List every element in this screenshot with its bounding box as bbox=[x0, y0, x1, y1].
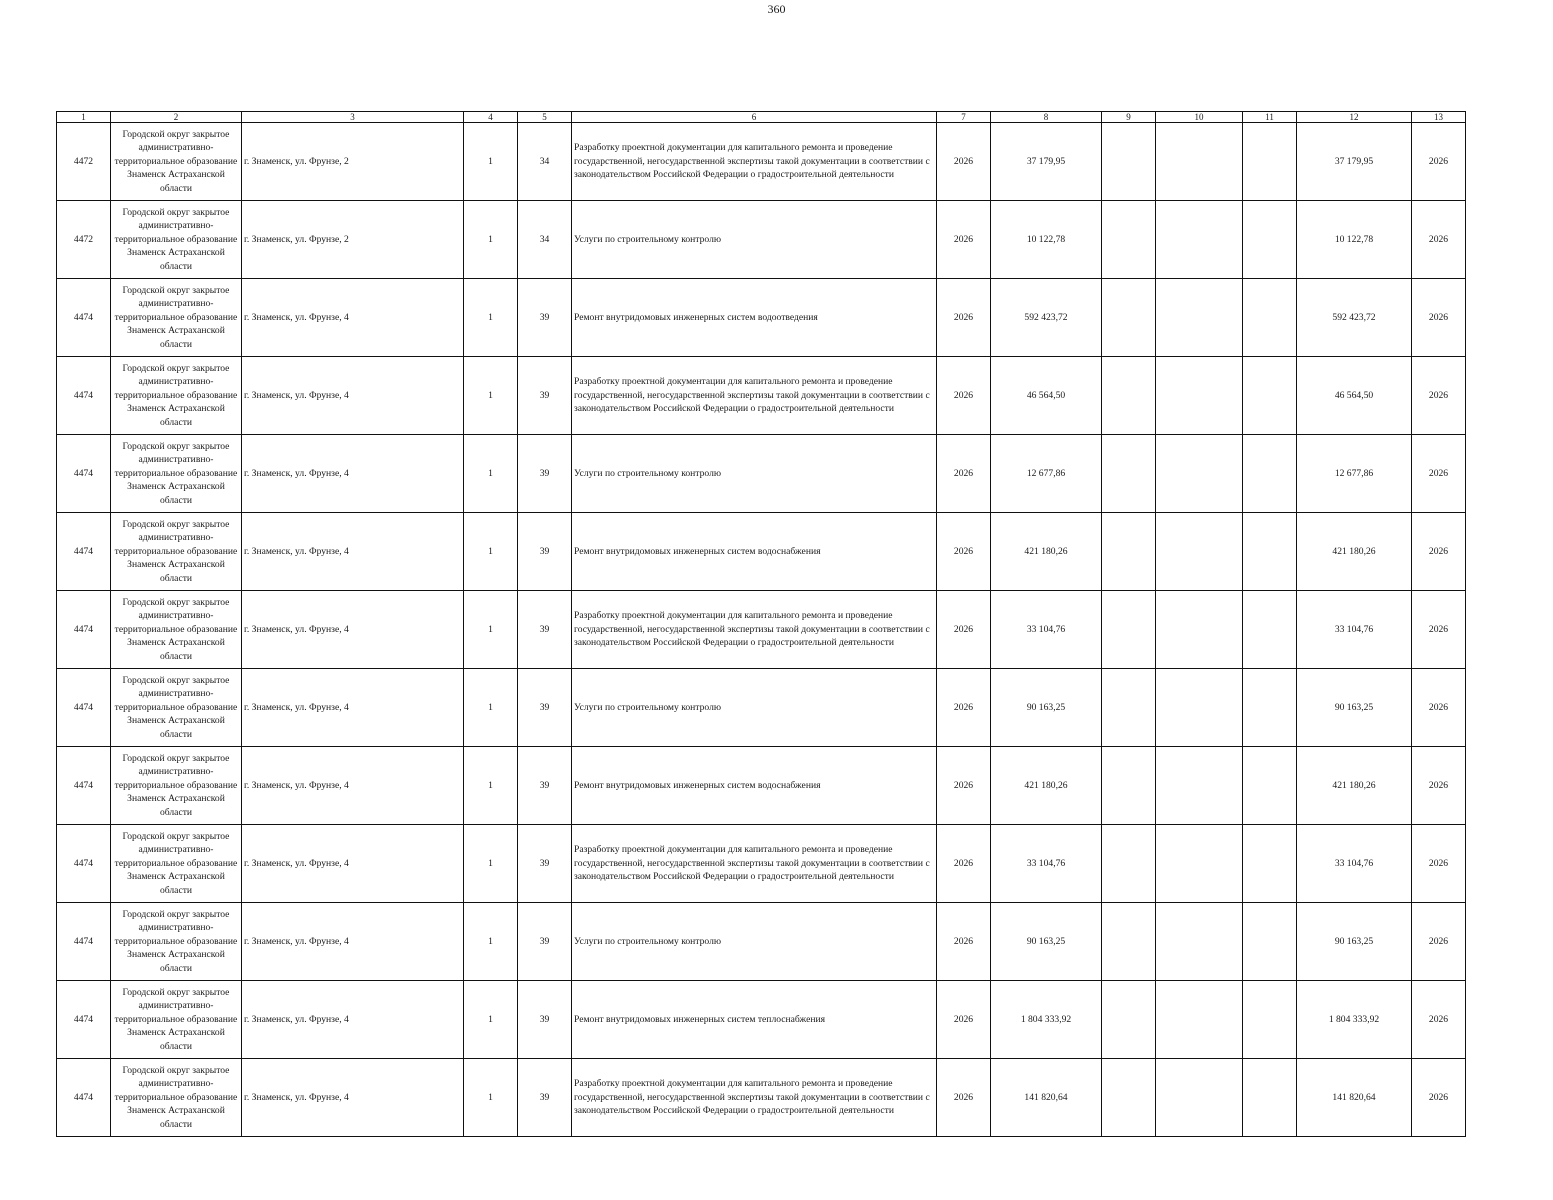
amount-cell: 46 564,50 bbox=[991, 357, 1102, 435]
column-5-cell: 39 bbox=[518, 669, 572, 747]
address-cell: г. Знаменск, ул. Фрунзе, 4 bbox=[242, 1059, 464, 1137]
column-number: 8 bbox=[991, 112, 1102, 123]
column-4-cell: 1 bbox=[464, 357, 518, 435]
column-5-cell: 39 bbox=[518, 1059, 572, 1137]
column-number: 11 bbox=[1243, 112, 1297, 123]
column-4-cell: 1 bbox=[464, 513, 518, 591]
address-cell: г. Знаменск, ул. Фрунзе, 2 bbox=[242, 201, 464, 279]
end-year-cell: 2026 bbox=[1412, 903, 1466, 981]
column-5-cell: 34 bbox=[518, 201, 572, 279]
municipality-cell: Городской округ закрытое административно-территориальное образование Знаменск Астраханской области bbox=[111, 513, 242, 591]
column-number-row bbox=[57, 112, 1466, 123]
total-cell: 33 104,76 bbox=[1297, 825, 1412, 903]
end-year-cell: 2026 bbox=[1412, 669, 1466, 747]
object-id: 4474 bbox=[57, 669, 111, 747]
capital-repair-table bbox=[56, 111, 1466, 1137]
column-11-cell bbox=[1243, 123, 1297, 201]
municipality-cell: Городской округ закрытое административно-территориальное образование Знаменск Астраханской области bbox=[111, 903, 242, 981]
table-row bbox=[57, 825, 1466, 903]
work-type-cell: Услуги по строительному контролю bbox=[572, 435, 937, 513]
work-type-cell: Ремонт внутридомовых инженерных систем теплоснабжения bbox=[572, 981, 937, 1059]
total-cell: 90 163,25 bbox=[1297, 669, 1412, 747]
column-11-cell bbox=[1243, 513, 1297, 591]
column-5-cell: 39 bbox=[518, 513, 572, 591]
year-cell: 2026 bbox=[937, 435, 991, 513]
municipality-cell: Городской округ закрытое административно-территориальное образование Знаменск Астраханской области bbox=[111, 123, 242, 201]
year-cell: 2026 bbox=[937, 747, 991, 825]
work-type-cell: Разработку проектной документации для капитального ремонта и проведение государственной, негосударственной экспертизы такой документации в соответствии с законодательством Российской Федерации о градостроительной деятельности bbox=[572, 825, 937, 903]
column-11-cell bbox=[1243, 201, 1297, 279]
municipality-cell: Городской округ закрытое административно-территориальное образование Знаменск Астраханской области bbox=[111, 669, 242, 747]
column-9-cell bbox=[1102, 669, 1156, 747]
total-cell: 592 423,72 bbox=[1297, 279, 1412, 357]
total-cell: 90 163,25 bbox=[1297, 903, 1412, 981]
total-cell: 1 804 333,92 bbox=[1297, 981, 1412, 1059]
column-4-cell: 1 bbox=[464, 981, 518, 1059]
municipality-cell: Городской округ закрытое административно-территориальное образование Знаменск Астраханской области bbox=[111, 747, 242, 825]
column-4-cell: 1 bbox=[464, 1059, 518, 1137]
total-cell: 33 104,76 bbox=[1297, 591, 1412, 669]
column-4-cell: 1 bbox=[464, 279, 518, 357]
year-cell: 2026 bbox=[937, 201, 991, 279]
year-cell: 2026 bbox=[937, 123, 991, 201]
object-id: 4474 bbox=[57, 747, 111, 825]
column-5-cell: 39 bbox=[518, 981, 572, 1059]
object-id: 4474 bbox=[57, 1059, 111, 1137]
municipality-cell: Городской округ закрытое административно-территориальное образование Знаменск Астраханской области bbox=[111, 435, 242, 513]
column-5-cell: 39 bbox=[518, 435, 572, 513]
year-cell: 2026 bbox=[937, 981, 991, 1059]
table-header bbox=[57, 112, 1466, 123]
total-cell: 421 180,26 bbox=[1297, 747, 1412, 825]
column-4-cell: 1 bbox=[464, 903, 518, 981]
address-cell: г. Знаменск, ул. Фрунзе, 4 bbox=[242, 279, 464, 357]
column-5-cell: 39 bbox=[518, 279, 572, 357]
object-id: 4474 bbox=[57, 903, 111, 981]
column-number: 4 bbox=[464, 112, 518, 123]
object-id: 4474 bbox=[57, 825, 111, 903]
address-cell: г. Знаменск, ул. Фрунзе, 4 bbox=[242, 747, 464, 825]
table-row bbox=[57, 903, 1466, 981]
object-id: 4474 bbox=[57, 279, 111, 357]
object-id: 4474 bbox=[57, 981, 111, 1059]
amount-cell: 90 163,25 bbox=[991, 903, 1102, 981]
address-cell: г. Знаменск, ул. Фрунзе, 4 bbox=[242, 435, 464, 513]
year-cell: 2026 bbox=[937, 1059, 991, 1137]
column-9-cell bbox=[1102, 357, 1156, 435]
column-number: 2 bbox=[111, 112, 242, 123]
year-cell: 2026 bbox=[937, 591, 991, 669]
column-9-cell bbox=[1102, 279, 1156, 357]
table-row bbox=[57, 591, 1466, 669]
object-id: 4474 bbox=[57, 435, 111, 513]
total-cell: 12 677,86 bbox=[1297, 435, 1412, 513]
column-number: 1 bbox=[57, 112, 111, 123]
address-cell: г. Знаменск, ул. Фрунзе, 4 bbox=[242, 669, 464, 747]
table-row bbox=[57, 435, 1466, 513]
column-9-cell bbox=[1102, 591, 1156, 669]
column-11-cell bbox=[1243, 747, 1297, 825]
work-type-cell: Ремонт внутридомовых инженерных систем водоснабжения bbox=[572, 513, 937, 591]
column-number: 6 bbox=[572, 112, 937, 123]
total-cell: 46 564,50 bbox=[1297, 357, 1412, 435]
object-id: 4474 bbox=[57, 591, 111, 669]
column-9-cell bbox=[1102, 513, 1156, 591]
column-4-cell: 1 bbox=[464, 201, 518, 279]
table-row bbox=[57, 513, 1466, 591]
total-cell: 141 820,64 bbox=[1297, 1059, 1412, 1137]
column-11-cell bbox=[1243, 435, 1297, 513]
year-cell: 2026 bbox=[937, 825, 991, 903]
column-9-cell bbox=[1102, 435, 1156, 513]
work-type-cell: Разработку проектной документации для капитального ремонта и проведение государственной, негосударственной экспертизы такой документации в соответствии с законодательством Российской Федерации о градостроительной деятельности bbox=[572, 357, 937, 435]
amount-cell: 421 180,26 bbox=[991, 747, 1102, 825]
column-10-cell bbox=[1156, 201, 1243, 279]
end-year-cell: 2026 bbox=[1412, 981, 1466, 1059]
column-11-cell bbox=[1243, 981, 1297, 1059]
column-9-cell bbox=[1102, 825, 1156, 903]
address-cell: г. Знаменск, ул. Фрунзе, 4 bbox=[242, 357, 464, 435]
end-year-cell: 2026 bbox=[1412, 435, 1466, 513]
address-cell: г. Знаменск, ул. Фрунзе, 4 bbox=[242, 981, 464, 1059]
total-cell: 421 180,26 bbox=[1297, 513, 1412, 591]
municipality-cell: Городской округ закрытое административно-территориальное образование Знаменск Астраханской области bbox=[111, 981, 242, 1059]
work-type-cell: Разработку проектной документации для капитального ремонта и проведение государственной, негосударственной экспертизы такой документации в соответствии с законодательством Российской Федерации о градостроительной деятельности bbox=[572, 123, 937, 201]
municipality-cell: Городской округ закрытое административно-территориальное образование Знаменск Астраханской области bbox=[111, 825, 242, 903]
end-year-cell: 2026 bbox=[1412, 747, 1466, 825]
end-year-cell: 2026 bbox=[1412, 279, 1466, 357]
amount-cell: 33 104,76 bbox=[991, 591, 1102, 669]
year-cell: 2026 bbox=[937, 357, 991, 435]
column-11-cell bbox=[1243, 669, 1297, 747]
end-year-cell: 2026 bbox=[1412, 201, 1466, 279]
column-number: 7 bbox=[937, 112, 991, 123]
work-type-cell: Ремонт внутридомовых инженерных систем водоотведения bbox=[572, 279, 937, 357]
column-10-cell bbox=[1156, 513, 1243, 591]
address-cell: г. Знаменск, ул. Фрунзе, 4 bbox=[242, 903, 464, 981]
table-row bbox=[57, 201, 1466, 279]
table-row bbox=[57, 669, 1466, 747]
object-id: 4472 bbox=[57, 123, 111, 201]
column-5-cell: 39 bbox=[518, 825, 572, 903]
municipality-cell: Городской округ закрытое административно-территориальное образование Знаменск Астраханской области bbox=[111, 279, 242, 357]
column-11-cell bbox=[1243, 1059, 1297, 1137]
work-type-cell: Услуги по строительному контролю bbox=[572, 903, 937, 981]
end-year-cell: 2026 bbox=[1412, 357, 1466, 435]
column-4-cell: 1 bbox=[464, 435, 518, 513]
municipality-cell: Городской округ закрытое административно-территориальное образование Знаменск Астраханской области bbox=[111, 357, 242, 435]
column-9-cell bbox=[1102, 201, 1156, 279]
column-number: 12 bbox=[1297, 112, 1412, 123]
column-number: 5 bbox=[518, 112, 572, 123]
end-year-cell: 2026 bbox=[1412, 591, 1466, 669]
work-type-cell: Услуги по строительному контролю bbox=[572, 669, 937, 747]
address-cell: г. Знаменск, ул. Фрунзе, 4 bbox=[242, 825, 464, 903]
amount-cell: 10 122,78 bbox=[991, 201, 1102, 279]
address-cell: г. Знаменск, ул. Фрунзе, 4 bbox=[242, 591, 464, 669]
address-cell: г. Знаменск, ул. Фрунзе, 4 bbox=[242, 513, 464, 591]
object-id: 4474 bbox=[57, 357, 111, 435]
object-id: 4474 bbox=[57, 513, 111, 591]
total-cell: 10 122,78 bbox=[1297, 201, 1412, 279]
column-5-cell: 39 bbox=[518, 357, 572, 435]
end-year-cell: 2026 bbox=[1412, 825, 1466, 903]
work-type-cell: Услуги по строительному контролю bbox=[572, 201, 937, 279]
amount-cell: 33 104,76 bbox=[991, 825, 1102, 903]
column-9-cell bbox=[1102, 981, 1156, 1059]
year-cell: 2026 bbox=[937, 669, 991, 747]
end-year-cell: 2026 bbox=[1412, 1059, 1466, 1137]
table-row bbox=[57, 981, 1466, 1059]
column-4-cell: 1 bbox=[464, 825, 518, 903]
table-body bbox=[57, 123, 1466, 1137]
municipality-cell: Городской округ закрытое административно-территориальное образование Знаменск Астраханской области bbox=[111, 201, 242, 279]
end-year-cell: 2026 bbox=[1412, 513, 1466, 591]
column-9-cell bbox=[1102, 123, 1156, 201]
column-10-cell bbox=[1156, 357, 1243, 435]
column-5-cell: 34 bbox=[518, 123, 572, 201]
work-type-cell: Ремонт внутридомовых инженерных систем водоснабжения bbox=[572, 747, 937, 825]
column-10-cell bbox=[1156, 591, 1243, 669]
total-cell: 37 179,95 bbox=[1297, 123, 1412, 201]
table-row bbox=[57, 1059, 1466, 1137]
column-10-cell bbox=[1156, 669, 1243, 747]
table-row bbox=[57, 357, 1466, 435]
column-4-cell: 1 bbox=[464, 591, 518, 669]
column-10-cell bbox=[1156, 435, 1243, 513]
work-type-cell: Разработку проектной документации для капитального ремонта и проведение государственной, негосударственной экспертизы такой документации в соответствии с законодательством Российской Федерации о градостроительной деятельности bbox=[572, 1059, 937, 1137]
amount-cell: 141 820,64 bbox=[991, 1059, 1102, 1137]
column-9-cell bbox=[1102, 903, 1156, 981]
column-11-cell bbox=[1243, 825, 1297, 903]
column-number: 10 bbox=[1156, 112, 1243, 123]
amount-cell: 592 423,72 bbox=[991, 279, 1102, 357]
column-number: 9 bbox=[1102, 112, 1156, 123]
column-10-cell bbox=[1156, 981, 1243, 1059]
table-row bbox=[57, 279, 1466, 357]
column-10-cell bbox=[1156, 1059, 1243, 1137]
column-11-cell bbox=[1243, 903, 1297, 981]
year-cell: 2026 bbox=[937, 903, 991, 981]
work-type-cell: Разработку проектной документации для капитального ремонта и проведение государственной, негосударственной экспертизы такой документации в соответствии с законодательством Российской Федерации о градостроительной деятельности bbox=[572, 591, 937, 669]
column-11-cell bbox=[1243, 591, 1297, 669]
amount-cell: 12 677,86 bbox=[991, 435, 1102, 513]
column-5-cell: 39 bbox=[518, 903, 572, 981]
amount-cell: 1 804 333,92 bbox=[991, 981, 1102, 1059]
column-10-cell bbox=[1156, 903, 1243, 981]
column-10-cell bbox=[1156, 825, 1243, 903]
column-4-cell: 1 bbox=[464, 747, 518, 825]
amount-cell: 421 180,26 bbox=[991, 513, 1102, 591]
column-4-cell: 1 bbox=[464, 669, 518, 747]
column-10-cell bbox=[1156, 123, 1243, 201]
amount-cell: 90 163,25 bbox=[991, 669, 1102, 747]
municipality-cell: Городской округ закрытое административно-территориальное образование Знаменск Астраханской области bbox=[111, 591, 242, 669]
column-10-cell bbox=[1156, 747, 1243, 825]
table-row bbox=[57, 747, 1466, 825]
column-11-cell bbox=[1243, 279, 1297, 357]
year-cell: 2026 bbox=[937, 279, 991, 357]
municipality-cell: Городской округ закрытое административно-территориальное образование Знаменск Астраханской области bbox=[111, 1059, 242, 1137]
column-9-cell bbox=[1102, 747, 1156, 825]
column-number: 3 bbox=[242, 112, 464, 123]
page-number: 360 bbox=[767, 2, 786, 16]
column-10-cell bbox=[1156, 279, 1243, 357]
column-9-cell bbox=[1102, 1059, 1156, 1137]
column-number: 13 bbox=[1412, 112, 1466, 123]
column-5-cell: 39 bbox=[518, 747, 572, 825]
table-row bbox=[57, 123, 1466, 201]
column-5-cell: 39 bbox=[518, 591, 572, 669]
column-11-cell bbox=[1243, 357, 1297, 435]
column-4-cell: 1 bbox=[464, 123, 518, 201]
year-cell: 2026 bbox=[937, 513, 991, 591]
end-year-cell: 2026 bbox=[1412, 123, 1466, 201]
address-cell: г. Знаменск, ул. Фрунзе, 2 bbox=[242, 123, 464, 201]
object-id: 4472 bbox=[57, 201, 111, 279]
amount-cell: 37 179,95 bbox=[991, 123, 1102, 201]
